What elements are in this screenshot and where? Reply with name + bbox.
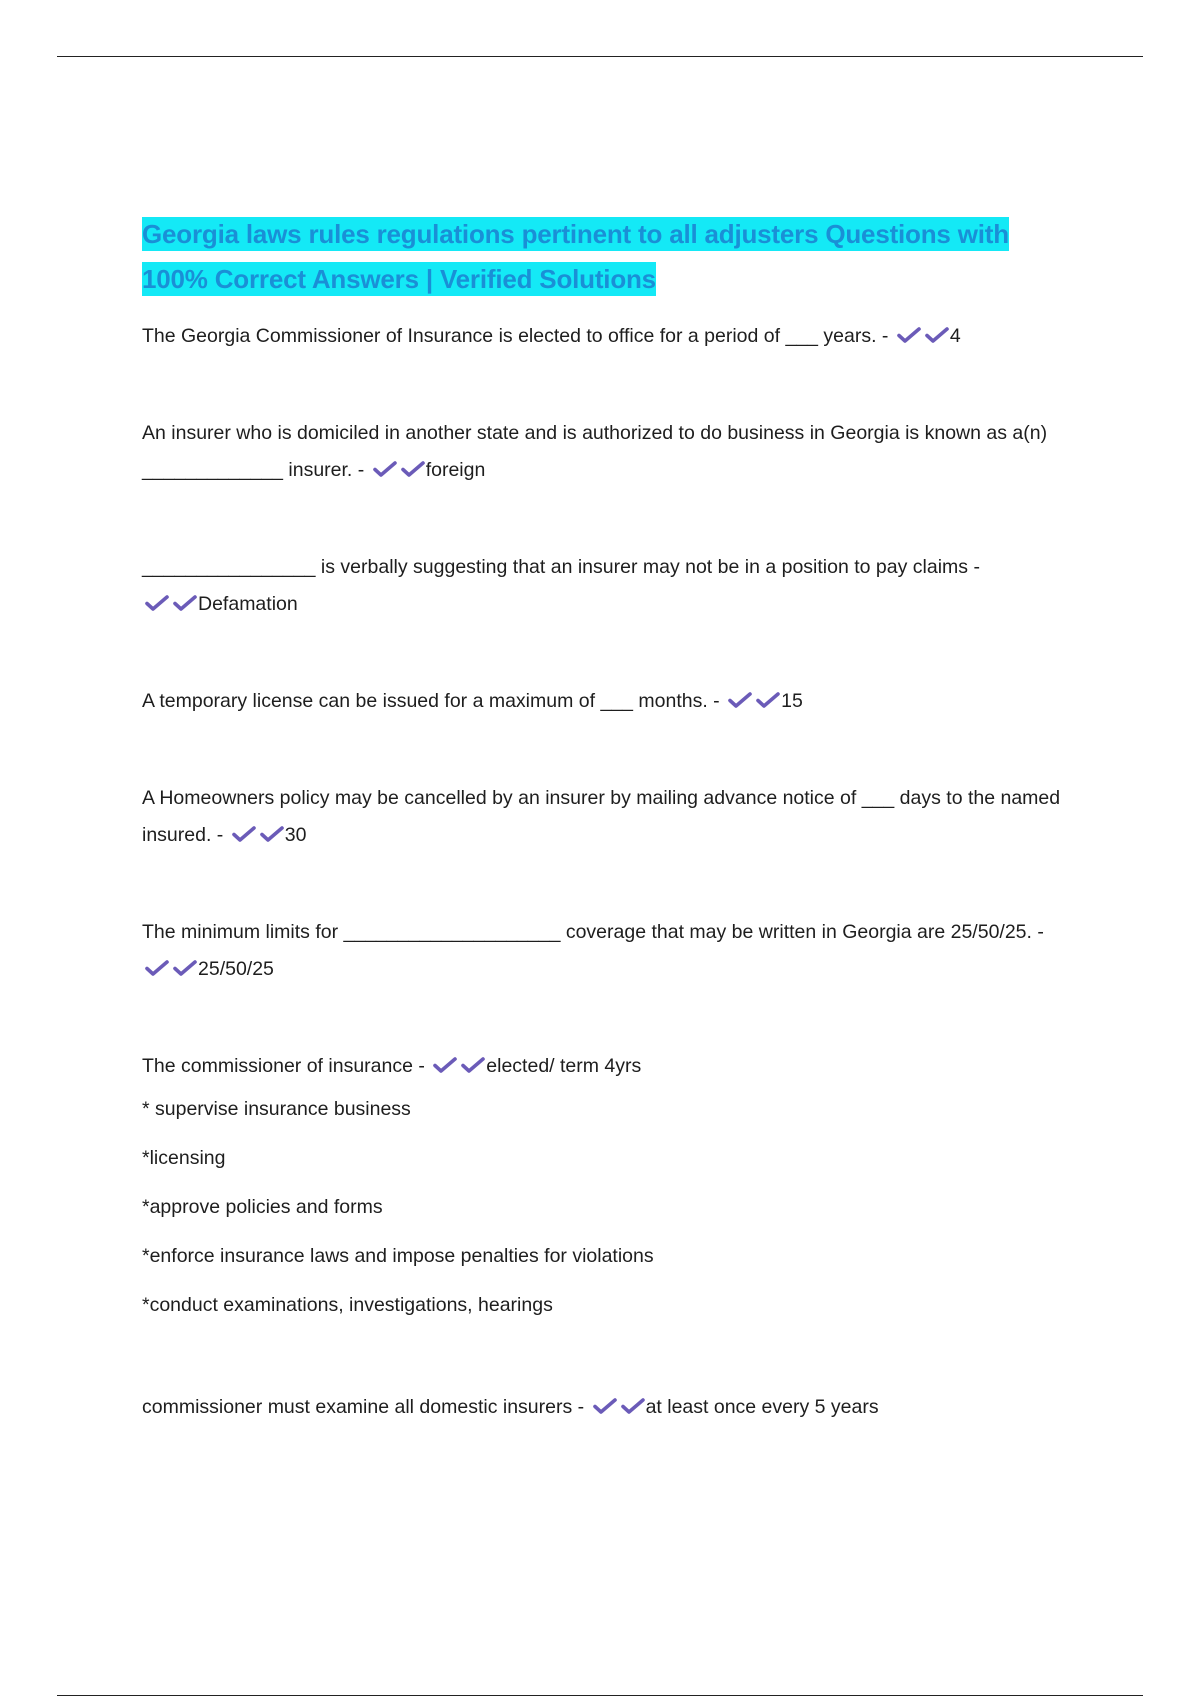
qa-item (142, 1048, 1072, 1085)
checkmark-icon (432, 1056, 458, 1074)
checkmark-icon (144, 959, 170, 977)
qa-item (142, 415, 1072, 489)
checkmark-icon (460, 1056, 486, 1074)
answer-text: 4 (949, 325, 961, 347)
top-rule (57, 56, 1143, 57)
bottom-rule (57, 1695, 1143, 1696)
question-text: An insurer who is domiciled in another state and is authorized to do business in Georgia is known as a(n) _____________ insurer. - (142, 422, 1048, 481)
question-text: A Homeowners policy may be cancelled by an insurer by mailing advance notice of ___ days to the named insured. - (142, 787, 1061, 846)
qa-item (142, 318, 1072, 355)
list-item: * supervise insurance business (142, 1098, 411, 1120)
checkmark-icon (400, 460, 426, 478)
qa-item (142, 914, 1072, 988)
list-item: *conduct examinations, investigations, hearings (142, 1294, 553, 1316)
qa-item (142, 683, 1072, 720)
qa-item (142, 1389, 1072, 1426)
answer-text: at least once every 5 years (645, 1396, 879, 1418)
answer-text: Defamation (198, 593, 298, 615)
checkmark-icon (592, 1397, 618, 1415)
list-item: *approve policies and forms (142, 1196, 383, 1218)
question-text: The commissioner of insurance - (142, 1055, 425, 1077)
checkmark-icon (231, 825, 257, 843)
checkmark-icon (372, 460, 398, 478)
checkmark-icon (896, 326, 922, 344)
list-item: *enforce insurance laws and impose penalties for violations (142, 1245, 654, 1267)
answer-marker (370, 459, 486, 481)
question-text: commissioner must examine all domestic insurers - (142, 1396, 585, 1418)
checkmark-icon (172, 959, 198, 977)
answer-marker (894, 325, 961, 347)
answer-marker (590, 1396, 879, 1418)
checkmark-icon (144, 594, 170, 612)
question-text: The minimum limits for ____________________ coverage that may be written in Georgia are 25/50/25. - (142, 921, 1044, 943)
title-highlight: Georgia laws rules regulations pertinent to all adjusters Questions with 100% Correct Answers | Verified Solutions (142, 219, 1009, 294)
question-text: ________________ is verbally suggesting that an insurer may not be in a position to pay claims - (142, 556, 980, 578)
answer-marker (142, 593, 298, 615)
document-body (142, 212, 1072, 1426)
answer-text: 30 (284, 824, 307, 846)
checkmark-icon (259, 825, 285, 843)
qa-item (142, 549, 1072, 623)
answer-text: 15 (781, 690, 803, 712)
question-text: A temporary license can be issued for a maximum of ___ months. - (142, 690, 720, 712)
document-title (142, 212, 1072, 302)
answer-marker (430, 1055, 641, 1077)
checkmark-icon (172, 594, 198, 612)
checkmark-icon (727, 691, 753, 709)
checkmark-icon (755, 691, 781, 709)
checkmark-icon (620, 1397, 646, 1415)
answer-marker (229, 824, 307, 846)
answer-marker (142, 958, 274, 980)
list-item: *licensing (142, 1147, 226, 1169)
answer-text: foreign (425, 459, 486, 481)
checkmark-icon (924, 326, 950, 344)
answer-text: elected/ term 4yrs (486, 1055, 642, 1077)
qa-item (142, 780, 1072, 854)
answer-marker (725, 690, 803, 712)
question-text: The Georgia Commissioner of Insurance is elected to office for a period of ___ years. - (142, 325, 889, 347)
answer-text: 25/50/25 (198, 958, 274, 980)
